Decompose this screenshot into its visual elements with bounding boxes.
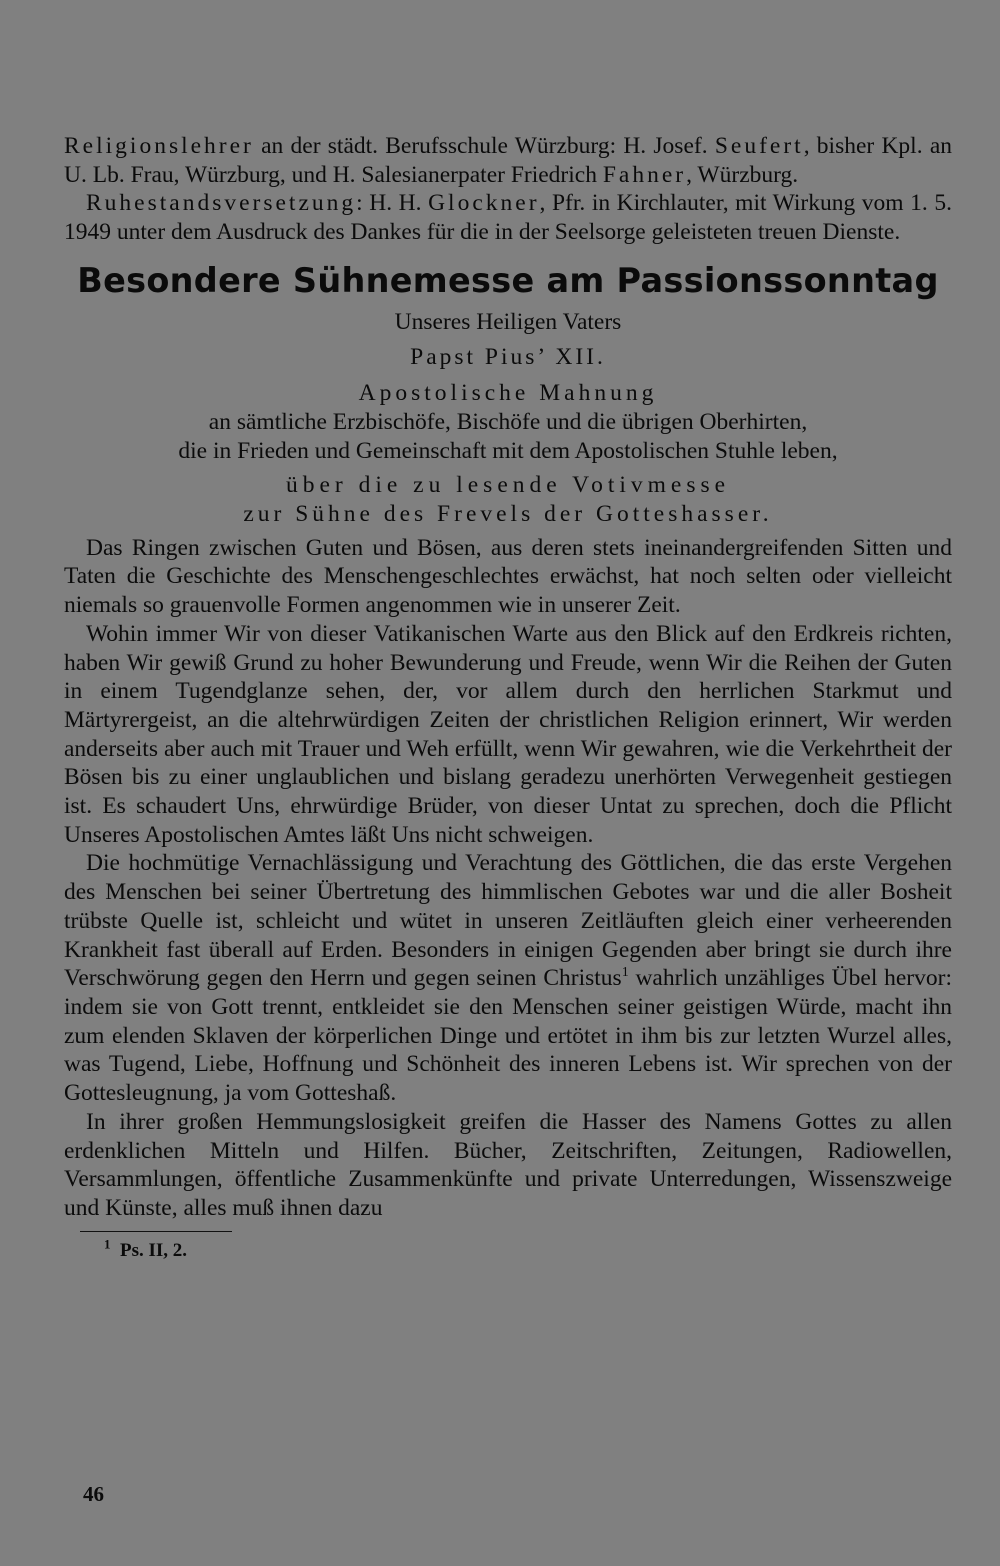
- mahnung-title: Apostolische Mahnung: [358, 380, 658, 407]
- page-content: [64, 132, 952, 1262]
- footnote-reference: 1: [621, 965, 629, 981]
- mahnung-votiv-line2: zur Sühne des Frevels der Gotteshasser.: [243, 501, 773, 528]
- mahnung-addressees-line1: an sämtliche Erzbischöfe, Bischöfe und die übrigen Oberhirten,: [208, 408, 808, 435]
- body-paragraph-3-text: Die hochmütige Vernachlässigung und Verachtung des Göttlichen, die das erste Vergehen des Menschen bei seiner Übertretung des himmlischen Gebotes war und die aller Bosheit trübste Quelle ist, schleicht und wütet in unseren Zeitläuften gleich einer verheerenden Krankheit fast überall auf Erden. Besonders in einigen Gegenden aber bringt sie durch ihre Verschwörung gegen den Herrn und gegen seinen Christus: [64, 850, 952, 992]
- main-text: [64, 534, 952, 1223]
- intro-term-religionslehrer: Religionslehrer: [64, 133, 254, 159]
- footnote-divider: [80, 1231, 232, 1232]
- mahnung-votiv-line1: über die zu lesende Votivmesse: [285, 472, 731, 499]
- body-paragraph-3-text: wahrlich unzähliges Übel hervor: indem sie von Gott trennt, entkleidet sie den Menschen seiner geistigen Würde, macht ihn zum elenden Sklaven der körperlichen Dinge und ertötet in ihm bis zur letzten Wurzel alles, was Tugend, Liebe, Hoffnung und Schönheit des inneren Lebens ist. Wir sprechen von der Gottesleugnung, ja vom Gotteshaß.: [64, 965, 952, 1107]
- footnote-mark: 1: [104, 1236, 111, 1252]
- intro-paragraph-appointment: [64, 132, 952, 189]
- subtitle-holy-father: Unseres Heiligen Vaters: [394, 308, 622, 335]
- section-heading: Besondere Sühnemesse am Passionssonntag: [77, 260, 939, 300]
- mahnung-addressees-line2: die in Frieden und Gemeinschaft mit dem Apostolischen Stuhle leben,: [178, 437, 838, 464]
- body-paragraph-3: [64, 849, 952, 1107]
- intro-name-seufert: Seufert: [714, 133, 804, 159]
- intro-name-fahner: Fahner: [602, 161, 687, 188]
- intro-text: , Pfr. in Kirchlauter, mit Wirkung vom 1. 5. 1949 unter dem Ausdruck des Dankes für die in der Seelsorge geleisteten treuen Dienste.: [64, 190, 952, 246]
- subtitle-pope-name: Papst Pius’ XII.: [410, 343, 606, 370]
- intro-paragraph-retirement: [64, 189, 952, 246]
- intro-section: [64, 132, 952, 247]
- intro-text: : H. H.: [356, 190, 429, 217]
- body-paragraph-2: Wohin immer Wir von dieser Vatikanischen Warte aus den Blick auf den Erdkreis richten, haben Wir gewiß Grund zu hoher Bewunderung und Freude, wenn Wir die Reihen der Guten in einem Tugendglanze sehen, der, vor allem durch den herrlichen Starkmut und Märtyrergeist, an die altehrwürdigen Zeiten der christlichen Religion erinnert, Wir werden anderseits aber auch mit Trauer und Weh erfüllt, wenn Wir gewahren, wie die Verkehrtheit der Bösen bis zu einer unglaublichen und bislang geradezu unerhörten Verwegenheit gestiegen ist. Es schaudert Uns, ehrwürdige Brüder, von dieser Untat zu sprechen, doch die Pflicht Unseres Apostolischen Amtes läßt Uns nicht schweigen.: [64, 620, 952, 848]
- footnote: [104, 1236, 952, 1262]
- intro-name-glockner: Glockner: [428, 190, 540, 217]
- intro-text: , bisher Kpl. an U. Lb. Frau, Würzburg, und H. Salesianerpater Friedrich: [64, 133, 953, 188]
- footnote-text: Ps. II, 2.: [120, 1239, 188, 1261]
- intro-term-ruhestand: Ruhestandsversetzung: [86, 190, 357, 217]
- intro-text: , Würzburg.: [686, 161, 799, 188]
- body-paragraph-1: Das Ringen zwischen Guten und Bösen, aus deren stets ineinandergreifenden Sitten und Taten die Geschichte des Menschengeschlechtes erwächst, hat noch selten oder vielleicht niemals so grauenvolle Formen angenommen wie in unserer Zeit.: [64, 534, 952, 619]
- page-number: 46: [83, 1482, 104, 1506]
- body-paragraph-4: In ihrer großen Hemmungslosigkeit greifen die Hasser des Namens Gottes zu allen erdenklichen Mitteln und Hilfen. Bücher, Zeitschriften, Zeitungen, Radiowellen, Versammlungen, öffentliche Zusammenkünfte und private Unterredungen, Wissenszweige und Künste, alles muß ihnen dazu: [64, 1108, 952, 1221]
- intro-text: an der städt. Berufsschule Würzburg: H. Josef.: [253, 133, 708, 159]
